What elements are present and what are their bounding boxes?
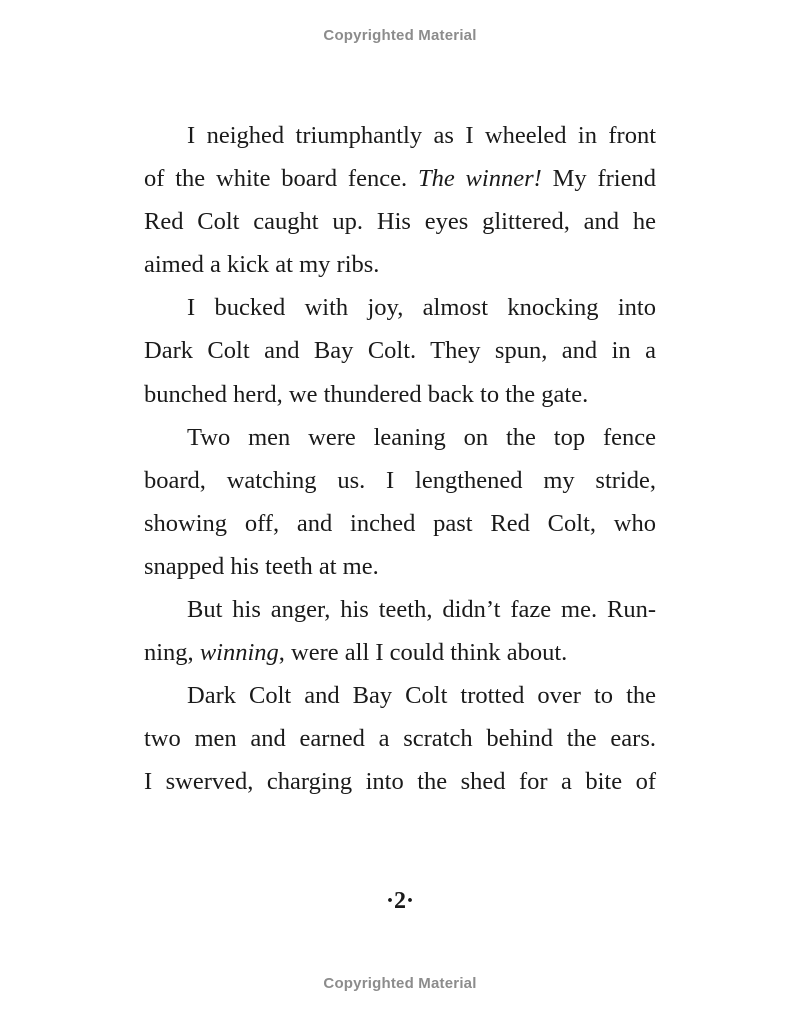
- italic-text: winning: [199, 639, 279, 667]
- text-line: Red Colt caught up. His eyes glittered, and he: [144, 208, 656, 236]
- paragraph: [144, 416, 656, 588]
- text-line: aimed a kick at my ribs.: [144, 251, 380, 279]
- italic-text: The winner!: [417, 165, 542, 193]
- text-line: snapped his teeth at me.: [144, 552, 379, 580]
- text-line: Dark Colt and Bay Colt trotted over to the: [187, 682, 656, 710]
- text-line: I swerved, charging into the shed for a bite of: [144, 768, 656, 796]
- text-line: Dark Colt and Bay Colt. They spun, and in a: [144, 337, 656, 365]
- text-line: I bucked with joy, almost knocking into: [187, 294, 656, 322]
- text-line: Two men were leaning on the top fence: [187, 423, 656, 451]
- paragraph: [144, 286, 656, 415]
- text-line: I neighed triumphantly as I wheeled in front: [187, 122, 656, 149]
- copyright-watermark-bottom: Copyrighted Material: [323, 975, 477, 992]
- text-line: bunched herd, we thundered back to the gate.: [144, 380, 589, 408]
- text-line: ning, winning, were all I could think about.: [144, 639, 568, 667]
- text-line: two men and earned a scratch behind the ears.: [144, 725, 656, 753]
- page-number: ·2·: [385, 888, 414, 914]
- body-text: [144, 114, 656, 804]
- text-line: showing off, and inched past Red Colt, who: [144, 509, 656, 537]
- paragraph: [144, 588, 656, 674]
- paragraph: [144, 674, 656, 803]
- text-line: But his anger, his teeth, didn’t faze me. Run-: [187, 596, 656, 624]
- text-line: of the white board fence. The winner! My friend: [144, 165, 656, 193]
- text-line: board, watching us. I lengthened my stride,: [144, 466, 656, 494]
- paragraph: [144, 114, 656, 286]
- copyright-watermark-top: Copyrighted Material: [323, 27, 477, 44]
